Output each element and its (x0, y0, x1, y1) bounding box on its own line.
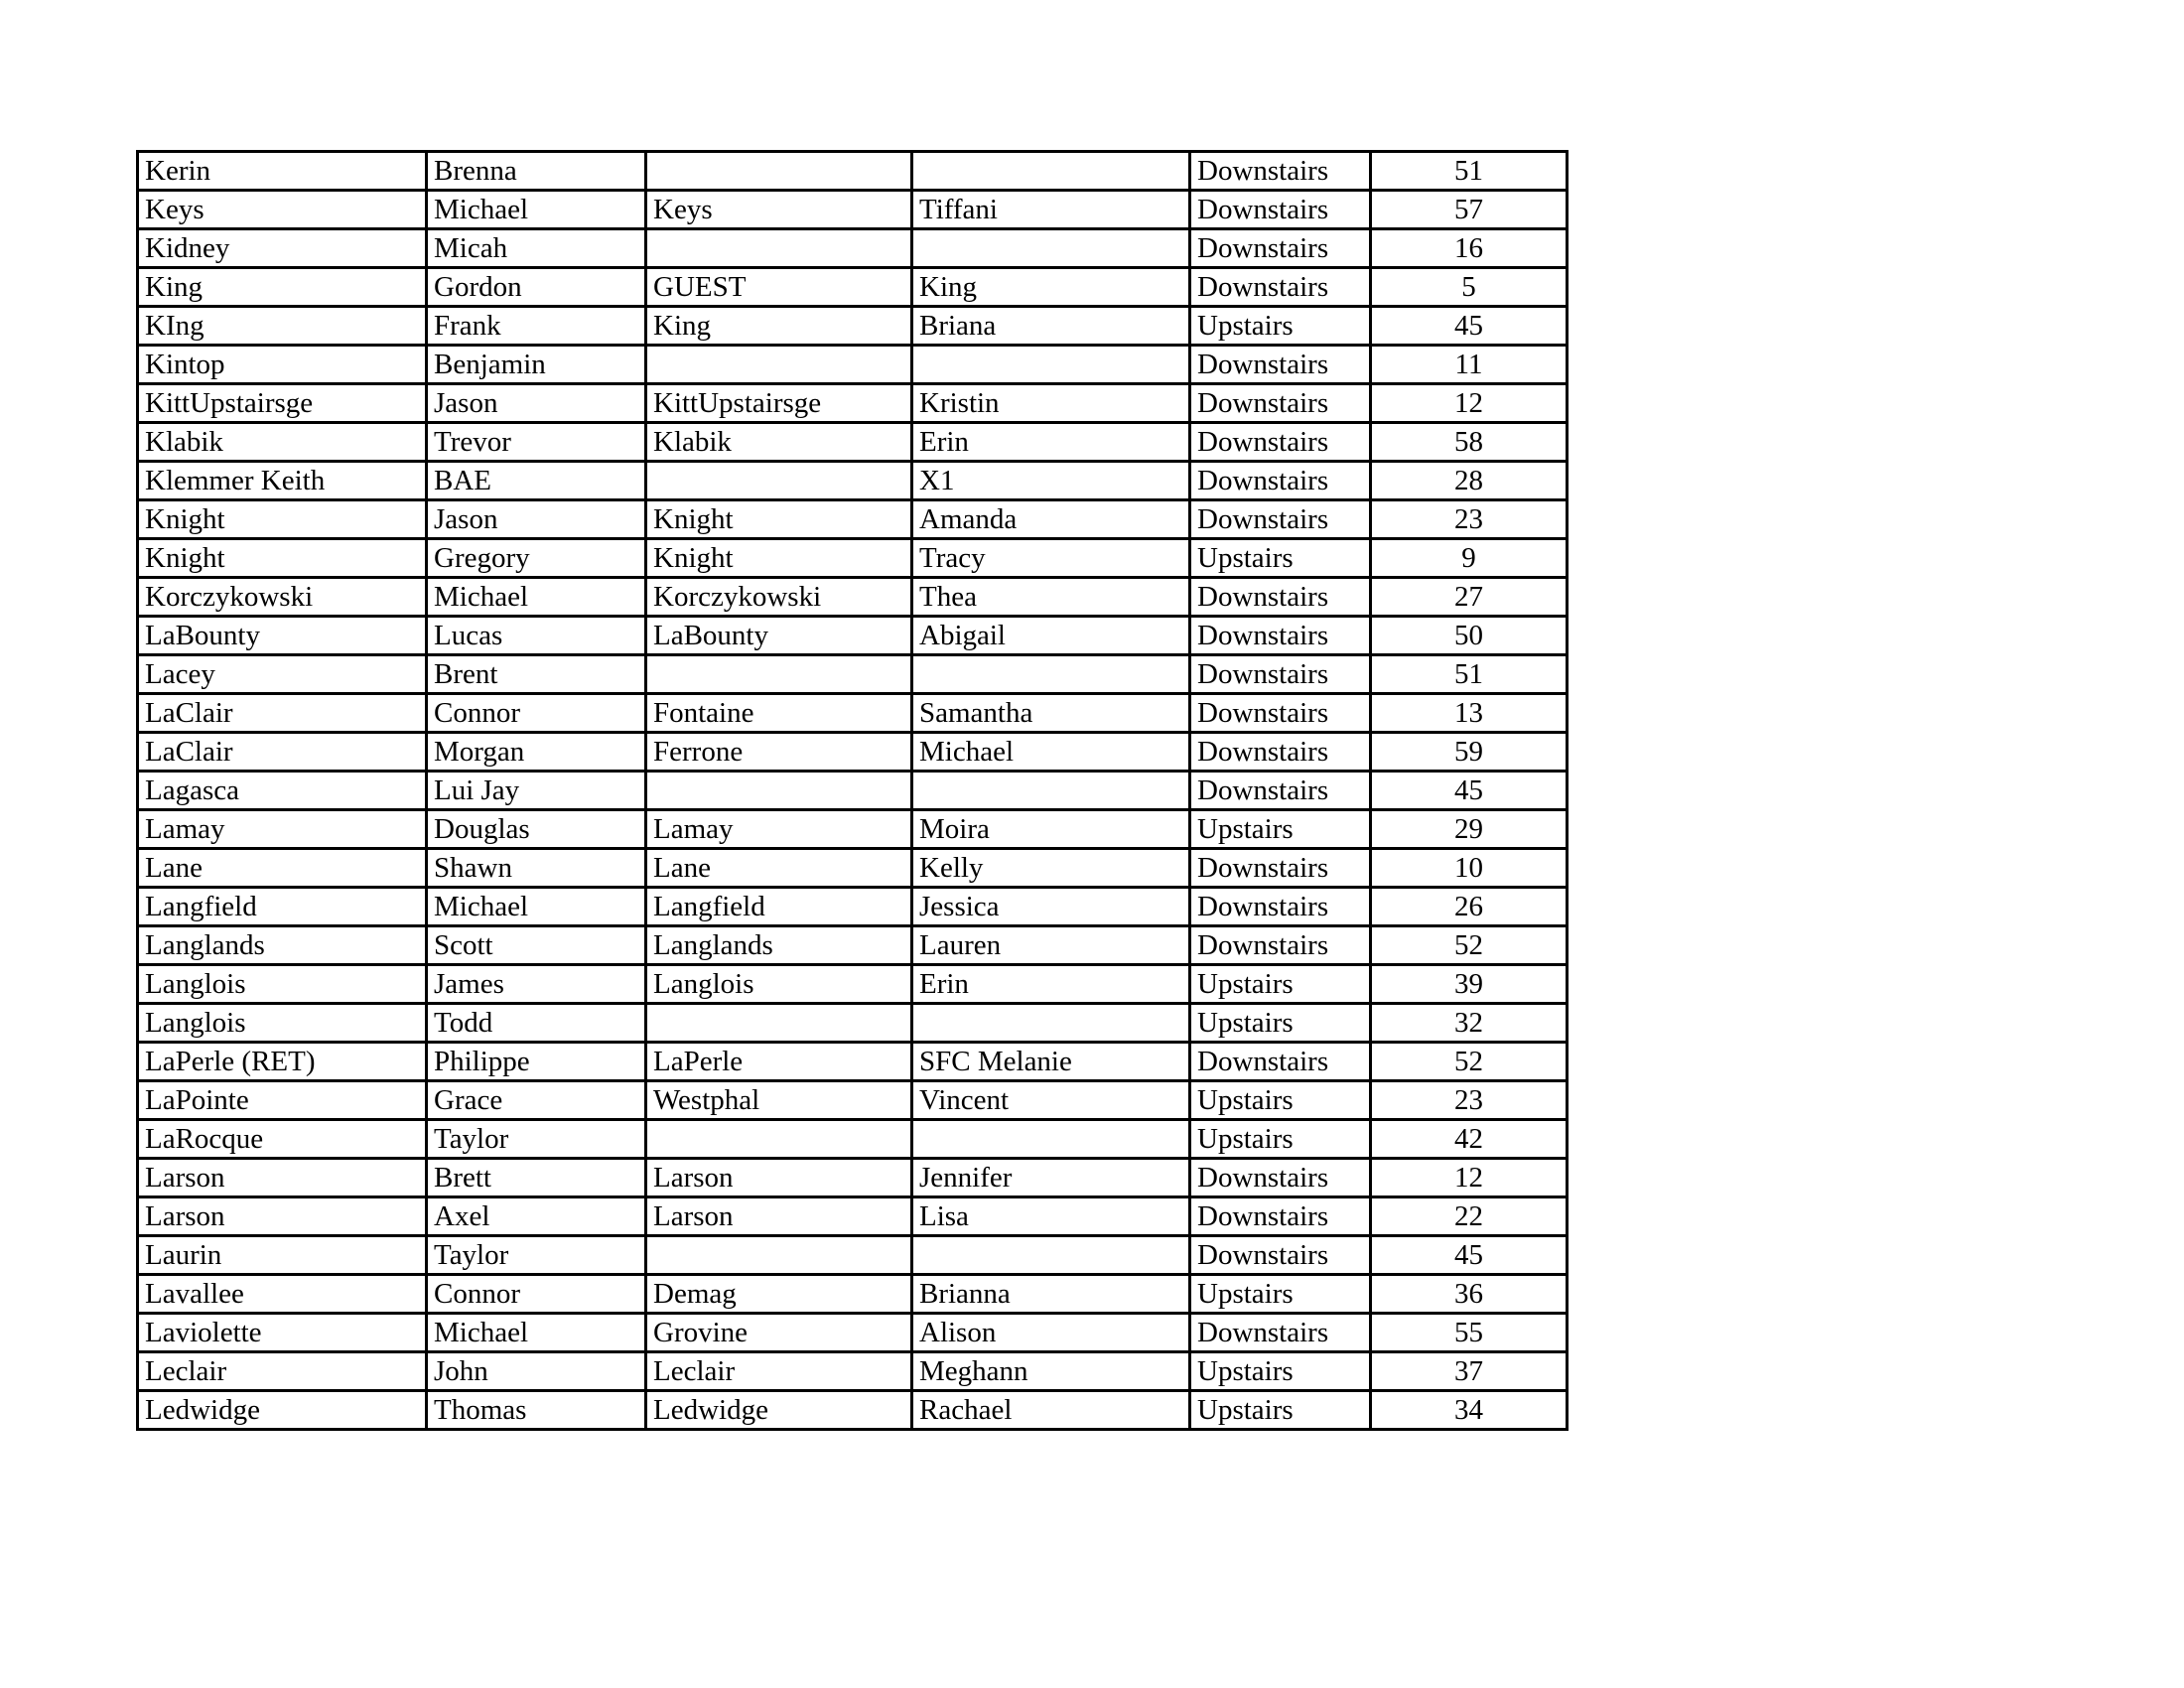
last-name-cell: Langlois (138, 965, 427, 1004)
last-name-cell: Langlois (138, 1004, 427, 1043)
guest-first-name-cell: Lisa (912, 1197, 1190, 1236)
last-name-cell: Leclair (138, 1352, 427, 1391)
guest-last-name-cell: GUEST (646, 268, 912, 307)
table-number-cell: 11 (1371, 346, 1568, 384)
table-number-cell: 23 (1371, 500, 1568, 539)
guest-first-name-cell: Alison (912, 1314, 1190, 1352)
guest-first-name-cell: Vincent (912, 1081, 1190, 1120)
guest-first-name-cell: Rachael (912, 1391, 1190, 1430)
guest-last-name-cell: Lamay (646, 810, 912, 849)
guest-last-name-cell (646, 1120, 912, 1159)
last-name-cell: KittUpstairsge (138, 384, 427, 423)
table-number-cell: 55 (1371, 1314, 1568, 1352)
first-name-cell: Michael (427, 888, 646, 926)
table-body (138, 152, 1568, 1430)
location-cell: Upstairs (1190, 307, 1371, 346)
guest-first-name-cell (912, 346, 1190, 384)
table-row (138, 1120, 1568, 1159)
table-number-cell: 51 (1371, 152, 1568, 191)
first-name-cell: Gordon (427, 268, 646, 307)
location-cell: Downstairs (1190, 152, 1371, 191)
guest-last-name-cell (646, 1004, 912, 1043)
guest-first-name-cell: Jennifer (912, 1159, 1190, 1197)
first-name-cell: Trevor (427, 423, 646, 462)
guest-last-name-cell: Westphal (646, 1081, 912, 1120)
guest-last-name-cell: LaPerle (646, 1043, 912, 1081)
first-name-cell: Frank (427, 307, 646, 346)
table-row (138, 965, 1568, 1004)
last-name-cell: Kerin (138, 152, 427, 191)
guest-last-name-cell (646, 229, 912, 268)
table-row (138, 617, 1568, 655)
guest-last-name-cell: Lane (646, 849, 912, 888)
table-row (138, 888, 1568, 926)
table-number-cell: 39 (1371, 965, 1568, 1004)
guest-first-name-cell: Jessica (912, 888, 1190, 926)
guest-first-name-cell (912, 1120, 1190, 1159)
table-number-cell: 42 (1371, 1120, 1568, 1159)
guest-last-name-cell: Leclair (646, 1352, 912, 1391)
table-row (138, 152, 1568, 191)
first-name-cell: Benjamin (427, 346, 646, 384)
guest-first-name-cell: Erin (912, 965, 1190, 1004)
table-row (138, 191, 1568, 229)
table-number-cell: 52 (1371, 1043, 1568, 1081)
guest-last-name-cell: Langlois (646, 965, 912, 1004)
last-name-cell: Larson (138, 1159, 427, 1197)
guest-last-name-cell (646, 462, 912, 500)
first-name-cell: Lucas (427, 617, 646, 655)
table-row (138, 1275, 1568, 1314)
guest-first-name-cell: Tracy (912, 539, 1190, 578)
guest-last-name-cell: Larson (646, 1197, 912, 1236)
first-name-cell: Jason (427, 500, 646, 539)
first-name-cell: Axel (427, 1197, 646, 1236)
table-row (138, 694, 1568, 733)
first-name-cell: Michael (427, 578, 646, 617)
last-name-cell: Kintop (138, 346, 427, 384)
last-name-cell: LaBounty (138, 617, 427, 655)
last-name-cell: Lane (138, 849, 427, 888)
guest-last-name-cell: LaBounty (646, 617, 912, 655)
last-name-cell: Kidney (138, 229, 427, 268)
guest-last-name-cell: Knight (646, 539, 912, 578)
table-row (138, 578, 1568, 617)
first-name-cell: Micah (427, 229, 646, 268)
table-number-cell: 58 (1371, 423, 1568, 462)
guest-first-name-cell: Erin (912, 423, 1190, 462)
table-row (138, 1314, 1568, 1352)
table-row (138, 810, 1568, 849)
table-row (138, 307, 1568, 346)
location-cell: Upstairs (1190, 810, 1371, 849)
guest-last-name-cell (646, 655, 912, 694)
guest-first-name-cell: Kristin (912, 384, 1190, 423)
last-name-cell: Klemmer Keith (138, 462, 427, 500)
last-name-cell: LaPerle (RET) (138, 1043, 427, 1081)
table-number-cell: 29 (1371, 810, 1568, 849)
location-cell: Upstairs (1190, 1081, 1371, 1120)
table-row (138, 655, 1568, 694)
location-cell: Downstairs (1190, 229, 1371, 268)
table-number-cell: 13 (1371, 694, 1568, 733)
table-row (138, 849, 1568, 888)
guest-last-name-cell: Fontaine (646, 694, 912, 733)
location-cell: Downstairs (1190, 849, 1371, 888)
first-name-cell: Taylor (427, 1236, 646, 1275)
table-row (138, 539, 1568, 578)
location-cell: Downstairs (1190, 926, 1371, 965)
location-cell: Downstairs (1190, 617, 1371, 655)
guest-last-name-cell: Korczykowski (646, 578, 912, 617)
first-name-cell: Thomas (427, 1391, 646, 1430)
guest-first-name-cell: Briana (912, 307, 1190, 346)
location-cell: Upstairs (1190, 539, 1371, 578)
first-name-cell: Jason (427, 384, 646, 423)
first-name-cell: Shawn (427, 849, 646, 888)
guest-last-name-cell: Demag (646, 1275, 912, 1314)
guest-first-name-cell: Thea (912, 578, 1190, 617)
location-cell: Downstairs (1190, 1236, 1371, 1275)
last-name-cell: Keys (138, 191, 427, 229)
first-name-cell: Douglas (427, 810, 646, 849)
location-cell: Downstairs (1190, 578, 1371, 617)
table-number-cell: 22 (1371, 1197, 1568, 1236)
last-name-cell: LaClair (138, 694, 427, 733)
guest-first-name-cell (912, 152, 1190, 191)
last-name-cell: Lamay (138, 810, 427, 849)
first-name-cell: Brenna (427, 152, 646, 191)
last-name-cell: LaRocque (138, 1120, 427, 1159)
table-row (138, 926, 1568, 965)
table-number-cell: 26 (1371, 888, 1568, 926)
first-name-cell: Connor (427, 1275, 646, 1314)
table-row (138, 1391, 1568, 1430)
location-cell: Downstairs (1190, 268, 1371, 307)
location-cell: Downstairs (1190, 772, 1371, 810)
table-number-cell: 37 (1371, 1352, 1568, 1391)
guest-last-name-cell (646, 772, 912, 810)
guest-first-name-cell: X1 (912, 462, 1190, 500)
guest-first-name-cell: Lauren (912, 926, 1190, 965)
location-cell: Downstairs (1190, 1197, 1371, 1236)
first-name-cell: Gregory (427, 539, 646, 578)
table-number-cell: 50 (1371, 617, 1568, 655)
last-name-cell: Korczykowski (138, 578, 427, 617)
table-row (138, 229, 1568, 268)
first-name-cell: Connor (427, 694, 646, 733)
location-cell: Downstairs (1190, 191, 1371, 229)
first-name-cell: Philippe (427, 1043, 646, 1081)
guest-last-name-cell: Keys (646, 191, 912, 229)
guest-last-name-cell: Knight (646, 500, 912, 539)
location-cell: Downstairs (1190, 655, 1371, 694)
table-number-cell: 45 (1371, 772, 1568, 810)
table-row (138, 772, 1568, 810)
guest-first-name-cell: King (912, 268, 1190, 307)
table-number-cell: 52 (1371, 926, 1568, 965)
last-name-cell: Lavallee (138, 1275, 427, 1314)
first-name-cell: BAE (427, 462, 646, 500)
location-cell: Downstairs (1190, 462, 1371, 500)
guest-last-name-cell: Langlands (646, 926, 912, 965)
location-cell: Upstairs (1190, 1391, 1371, 1430)
table-row (138, 1197, 1568, 1236)
table-row (138, 1081, 1568, 1120)
first-name-cell: John (427, 1352, 646, 1391)
last-name-cell: Langfield (138, 888, 427, 926)
table-number-cell: 5 (1371, 268, 1568, 307)
table-number-cell: 28 (1371, 462, 1568, 500)
first-name-cell: Grace (427, 1081, 646, 1120)
first-name-cell: Brent (427, 655, 646, 694)
first-name-cell: Lui Jay (427, 772, 646, 810)
location-cell: Upstairs (1190, 1275, 1371, 1314)
guest-last-name-cell: Klabik (646, 423, 912, 462)
last-name-cell: King (138, 268, 427, 307)
guest-last-name-cell: Ferrone (646, 733, 912, 772)
guest-first-name-cell: Samantha (912, 694, 1190, 733)
guest-first-name-cell (912, 229, 1190, 268)
table-number-cell: 9 (1371, 539, 1568, 578)
guest-first-name-cell (912, 1236, 1190, 1275)
location-cell: Downstairs (1190, 384, 1371, 423)
location-cell: Upstairs (1190, 1120, 1371, 1159)
first-name-cell: Scott (427, 926, 646, 965)
table-number-cell: 27 (1371, 578, 1568, 617)
location-cell: Downstairs (1190, 888, 1371, 926)
guest-last-name-cell (646, 152, 912, 191)
location-cell: Downstairs (1190, 346, 1371, 384)
table-number-cell: 45 (1371, 307, 1568, 346)
table-number-cell: 45 (1371, 1236, 1568, 1275)
location-cell: Downstairs (1190, 694, 1371, 733)
table-number-cell: 12 (1371, 1159, 1568, 1197)
guest-first-name-cell: Amanda (912, 500, 1190, 539)
guest-last-name-cell (646, 346, 912, 384)
table-number-cell: 59 (1371, 733, 1568, 772)
guest-last-name-cell: Larson (646, 1159, 912, 1197)
guest-first-name-cell: Brianna (912, 1275, 1190, 1314)
last-name-cell: Laurin (138, 1236, 427, 1275)
guest-last-name-cell: Langfield (646, 888, 912, 926)
guest-first-name-cell (912, 772, 1190, 810)
first-name-cell: Michael (427, 1314, 646, 1352)
table-number-cell: 16 (1371, 229, 1568, 268)
first-name-cell: Brett (427, 1159, 646, 1197)
first-name-cell: Michael (427, 191, 646, 229)
location-cell: Downstairs (1190, 1314, 1371, 1352)
table-row (138, 733, 1568, 772)
table-number-cell: 32 (1371, 1004, 1568, 1043)
location-cell: Upstairs (1190, 1352, 1371, 1391)
location-cell: Downstairs (1190, 500, 1371, 539)
table-row (138, 1004, 1568, 1043)
location-cell: Upstairs (1190, 965, 1371, 1004)
location-cell: Downstairs (1190, 423, 1371, 462)
last-name-cell: LaPointe (138, 1081, 427, 1120)
last-name-cell: Lagasca (138, 772, 427, 810)
table-row (138, 384, 1568, 423)
table-row (138, 1043, 1568, 1081)
table-row (138, 268, 1568, 307)
guest-first-name-cell (912, 1004, 1190, 1043)
table-row (138, 500, 1568, 539)
guest-first-name-cell (912, 655, 1190, 694)
guest-first-name-cell: SFC Melanie (912, 1043, 1190, 1081)
guest-first-name-cell: Tiffani (912, 191, 1190, 229)
location-cell: Upstairs (1190, 1004, 1371, 1043)
guest-first-name-cell: Michael (912, 733, 1190, 772)
last-name-cell: Larson (138, 1197, 427, 1236)
last-name-cell: LaClair (138, 733, 427, 772)
table-row (138, 423, 1568, 462)
last-name-cell: Ledwidge (138, 1391, 427, 1430)
guest-last-name-cell: KittUpstairsge (646, 384, 912, 423)
table-number-cell: 51 (1371, 655, 1568, 694)
table-number-cell: 34 (1371, 1391, 1568, 1430)
table-row (138, 1159, 1568, 1197)
table-number-cell: 57 (1371, 191, 1568, 229)
guest-last-name-cell: Ledwidge (646, 1391, 912, 1430)
guest-first-name-cell: Abigail (912, 617, 1190, 655)
table-row (138, 462, 1568, 500)
first-name-cell: James (427, 965, 646, 1004)
guest-first-name-cell: Moira (912, 810, 1190, 849)
location-cell: Downstairs (1190, 733, 1371, 772)
table-number-cell: 36 (1371, 1275, 1568, 1314)
last-name-cell: Knight (138, 500, 427, 539)
table-row (138, 346, 1568, 384)
last-name-cell: Laviolette (138, 1314, 427, 1352)
table-number-cell: 10 (1371, 849, 1568, 888)
guest-first-name-cell: Kelly (912, 849, 1190, 888)
guest-last-name-cell (646, 1236, 912, 1275)
table-row (138, 1352, 1568, 1391)
guest-last-name-cell: Grovine (646, 1314, 912, 1352)
guest-first-name-cell: Meghann (912, 1352, 1190, 1391)
location-cell: Downstairs (1190, 1159, 1371, 1197)
guest-last-name-cell: King (646, 307, 912, 346)
last-name-cell: Lacey (138, 655, 427, 694)
first-name-cell: Morgan (427, 733, 646, 772)
table-number-cell: 12 (1371, 384, 1568, 423)
last-name-cell: Klabik (138, 423, 427, 462)
last-name-cell: Knight (138, 539, 427, 578)
seating-list-table (136, 150, 1569, 1431)
last-name-cell: KIng (138, 307, 427, 346)
table-number-cell: 23 (1371, 1081, 1568, 1120)
first-name-cell: Todd (427, 1004, 646, 1043)
last-name-cell: Langlands (138, 926, 427, 965)
location-cell: Downstairs (1190, 1043, 1371, 1081)
table-row (138, 1236, 1568, 1275)
first-name-cell: Taylor (427, 1120, 646, 1159)
